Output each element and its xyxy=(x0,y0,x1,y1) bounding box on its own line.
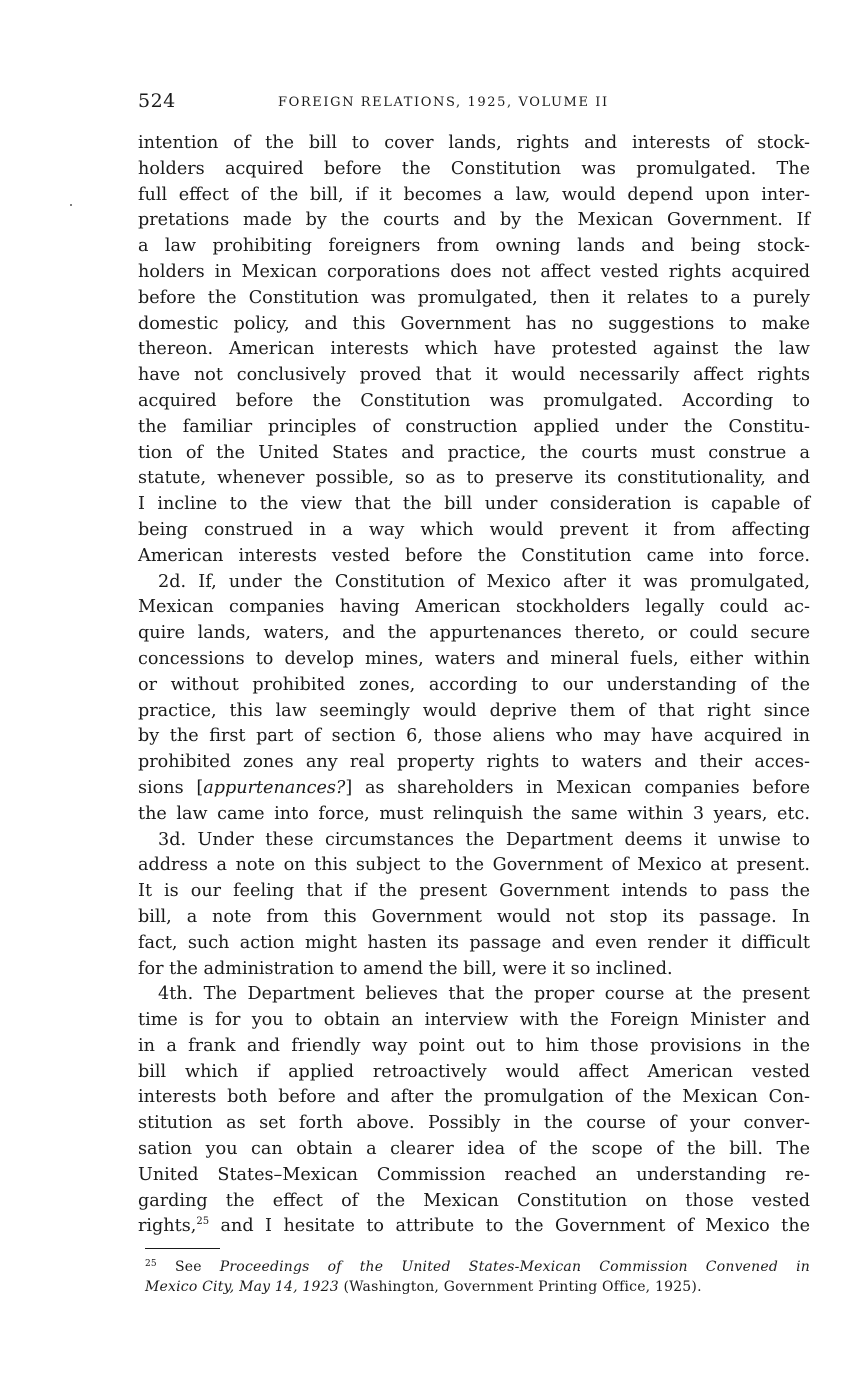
text-line: by the first part of section 6, those aliens who may have acquired in xyxy=(138,726,810,747)
running-head: FOREIGN RELATIONS, 1925, VOLUME II xyxy=(278,95,609,110)
text-line: holders in Mexican corporations does not affect vested rights acquired xyxy=(138,261,810,282)
text-segment: sions [ xyxy=(138,777,204,798)
footnote-title: Mexico City, May 14, 1923 xyxy=(145,1279,339,1295)
text-line: 3d. Under these circumstances the Department deems it unwise to xyxy=(158,829,810,850)
footnote-line xyxy=(145,1257,810,1277)
text-line: holders acquired before the Constitution was promulgated. The xyxy=(138,158,810,179)
text-line: statute, whenever possible, so as to preserve its constitutionality, and xyxy=(138,468,810,489)
text-line: bill which if applied retroactively would affect American vested xyxy=(138,1061,810,1082)
text-segment: rights, xyxy=(138,1216,197,1237)
text-segment: See xyxy=(156,1259,220,1275)
text-line: Mexican companies having American stockholders legally could ac- xyxy=(138,597,810,618)
scan-speck xyxy=(70,204,72,206)
text-line: American interests vested before the Constitution came into force. xyxy=(138,545,810,566)
text-line: fact, such action might hasten its passage and even render it difficult xyxy=(138,932,810,953)
text-line: sation you can obtain a clearer idea of the scope of the bill. The xyxy=(138,1139,810,1160)
text-line: or without prohibited zones, according to our understanding of the xyxy=(138,674,810,695)
text-line: 4th. The Department believes that the proper course at the present xyxy=(158,984,810,1005)
text-line: 2d. If, under the Constitution of Mexico after it was promulgated, xyxy=(158,571,810,592)
text-line: full effect of the bill, if it becomes a law, would depend upon inter- xyxy=(138,184,810,205)
paragraph-3 xyxy=(138,828,810,983)
footnote-reference: 25 xyxy=(196,1216,210,1228)
text-line: the law came into force, must relinquish the same within 3 years, etc. xyxy=(138,803,810,824)
footnote-divider xyxy=(145,1248,220,1249)
text-line: the familiar principles of construction applied under the Constitu- xyxy=(138,416,810,437)
text-line xyxy=(138,776,810,802)
page-number: 524 xyxy=(138,90,176,112)
text-line: tion of the United States and practice, the courts must construe a xyxy=(138,442,810,463)
paragraph-1 xyxy=(138,131,810,570)
italic-insertion: appurtenances? xyxy=(203,777,346,798)
text-line xyxy=(138,1214,810,1240)
text-line: interests both before and after the promulgation of the Mexican Con- xyxy=(138,1087,810,1108)
text-line: prohibited zones any real property rights to waters and their acces- xyxy=(138,752,810,773)
text-line: I incline to the view that the bill under consideration is capable of xyxy=(138,494,810,515)
body-text xyxy=(138,131,810,1240)
text-line: concessions to develop mines, waters and mineral fuels, either within xyxy=(138,648,810,669)
footnote xyxy=(145,1257,810,1297)
text-segment: and I hesitate to attribute to the Government of Mexico the xyxy=(209,1216,810,1237)
paragraph-2 xyxy=(138,570,810,828)
text-line: time is for you to obtain an interview with the Foreign Minister and xyxy=(138,1010,810,1031)
text-line: domestic policy, and this Government has no suggestions to make xyxy=(138,313,810,334)
text-line: in a frank and friendly way point out to him those provisions in the xyxy=(138,1035,810,1056)
footnote-title: Proceedings of the United States-Mexican Commission Convened in xyxy=(219,1259,811,1275)
text-segment: ] as shareholders in Mexican companies before xyxy=(345,777,810,798)
text-line: quire lands, waters, and the appurtenances thereto, or could secure xyxy=(138,623,810,644)
text-line: It is our feeling that if the present Government intends to pass the xyxy=(138,881,810,902)
text-line: being construed in a way which would prevent it from affecting xyxy=(138,519,810,540)
text-line: pretations made by the courts and by the Mexican Government. If xyxy=(138,210,810,231)
text-segment: (Washington, Government Printing Office, 1925). xyxy=(338,1279,702,1295)
text-line: United States–Mexican Commission reached an understanding re- xyxy=(138,1164,810,1185)
text-line: practice, this law seemingly would deprive them of that right since xyxy=(138,700,810,721)
text-line: a law prohibiting foreigners from owning lands and being stock- xyxy=(138,236,810,257)
text-line: address a note on this subject to the Government of Mexico at present. xyxy=(138,855,810,876)
footnote-mark: 25 xyxy=(145,1259,157,1269)
text-line: bill, a note from this Government would not stop its passage. In xyxy=(138,906,810,927)
paragraph-4 xyxy=(138,982,810,1240)
text-line: garding the effect of the Mexican Constitution on those vested xyxy=(138,1190,810,1211)
text-line: for the administration to amend the bill, were it so inclined. xyxy=(138,958,673,979)
text-line: have not conclusively proved that it would necessarily affect rights xyxy=(138,365,810,386)
text-line: stitution as set forth above. Possibly in the course of your conver- xyxy=(138,1113,810,1134)
text-line: acquired before the Constitution was promulgated. According to xyxy=(138,390,810,411)
text-line: before the Constitution was promulgated, then it relates to a purely xyxy=(138,287,810,308)
page-header xyxy=(138,90,810,118)
text-line: intention of the bill to cover lands, rights and interests of stock- xyxy=(138,133,810,153)
text-line: thereon. American interests which have protested against the law xyxy=(138,339,810,360)
footnote-line xyxy=(145,1277,810,1297)
